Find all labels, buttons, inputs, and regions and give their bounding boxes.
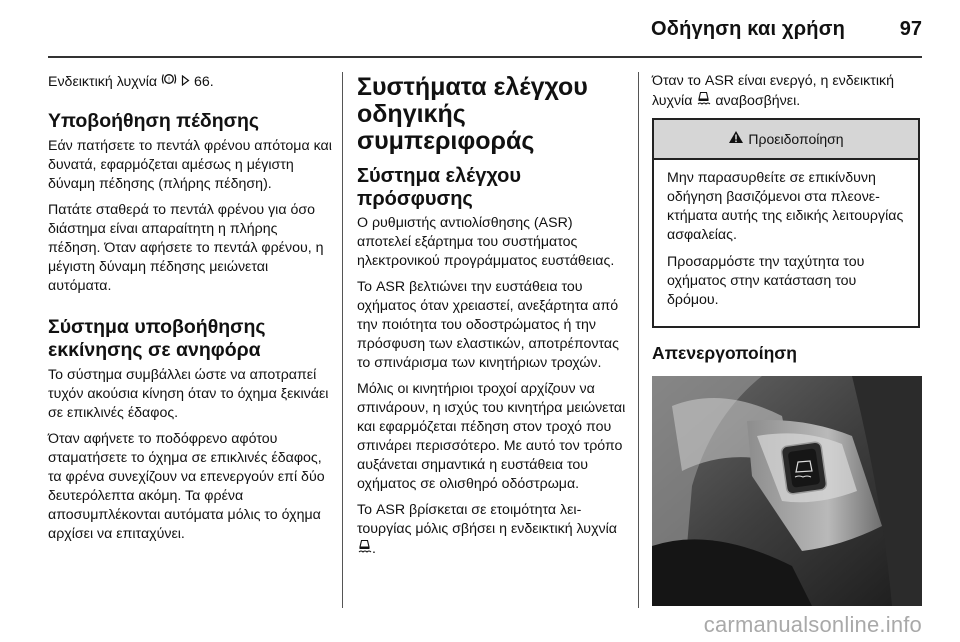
brake-assist-heading: Υποβοήθηση πέδησης bbox=[48, 110, 260, 132]
traction-control-lamp-icon bbox=[696, 91, 711, 110]
warning-title: Προειδοποίηση bbox=[748, 130, 844, 147]
page-number: 97 bbox=[899, 18, 922, 40]
hill-start-heading: Σύστημα υποβοήθησης εκκίνησης σε ανηφόρα bbox=[48, 316, 266, 361]
driving-control-systems-heading: Συστήματα ελέγχου οδηγικής συμπεριφοράς bbox=[357, 73, 588, 155]
column-3 bbox=[652, 72, 920, 606]
traction-paragraph-1: Ο ρυθμιστής αντιολίσθησης (ASR) αποτελεί εξάρτημα του συστήματος ηλεκτρονικού προγράμματος ευστάθειας. bbox=[357, 215, 615, 269]
brake-assist-lamp-icon bbox=[161, 72, 177, 91]
cross-reference-arrow-icon[interactable] bbox=[181, 73, 190, 92]
warning-header bbox=[654, 120, 918, 160]
warning-paragraph-1: Μην παρασυρθείτε σε επικίνδυνη οδήγηση βασιζόμενοι στα πλεονεκτήματα αυτής της ειδικής λειτουργίας ασφαλείας. bbox=[667, 170, 904, 243]
warning-box bbox=[652, 118, 920, 328]
column-1 bbox=[48, 72, 333, 551]
header-title: Οδήγηση και χρήση bbox=[651, 18, 845, 40]
traction-paragraph-4: Το ASR βρίσκεται σε ετοιμότητα λειτουργίας μόλις σβήσει η ενδεικτική λυχνία . bbox=[357, 502, 617, 557]
traction-paragraph-3: Μόλις οι κινητήριοι τροχοί αρχίζουν να σπινάρουν, η ισχύς του κινητήρα μειώνεται και εφαρμόζεται πέδηση στον τροχό που σπινάρει περισσότερο. Με αυτό τον τρόπο αυξάνεται σημαντικά η ευστάθεια του οχήματος σε ολισθηρό οδόστρωμα. bbox=[357, 381, 626, 492]
asr-button-photo bbox=[652, 376, 922, 606]
column-2 bbox=[357, 74, 627, 566]
column-divider bbox=[638, 72, 639, 608]
traction-control-lamp-icon bbox=[357, 539, 372, 558]
svg-text:!: ! bbox=[168, 76, 170, 84]
warning-paragraph-2: Προσαρμόστε την ταχύτητα του οχήματος στην κατάσταση του δρόμου. bbox=[667, 254, 865, 308]
traction-paragraph-2: Το ASR βελτιώνει την ευστάθεια του οχήματος όταν χρειαστεί, ανεξάρτητα από την ποιότητα του οδοστρώματος ή την πρόσφυση των ελαστικών, αποτρέποντας το σπινάρισμα των κινητήριων τροχών. bbox=[357, 279, 619, 371]
asr-active-paragraph: Όταν το ASR είναι ενεργό, η ενδεικτική λυχνία αναβοσβήνει. bbox=[652, 73, 894, 109]
header-rule bbox=[48, 56, 922, 58]
brake-assist-paragraph-2: Πατάτε σταθερά το πεντάλ φρένου για όσο διάστημα είναι απαραίτητη η πλήρης πέδηση. Όταν αφήσετε το πεντάλ φρένου, η μέγιστη δύναμη πέδησης μειώνεται αυτόματα. bbox=[48, 202, 324, 294]
warning-triangle-icon bbox=[728, 130, 744, 149]
hill-start-paragraph-1: Το σύστημα συμβάλλει ώστε να αποτραπεί τυχόν ακούσια κίνηση όταν το όχημα ξεκινάει σε επικλινές έδαφος. bbox=[48, 367, 329, 421]
warning-body bbox=[654, 160, 918, 326]
page-reference[interactable]: 66. bbox=[193, 74, 214, 90]
indicator-reference: Ενδεικτική λυχνία ! 66. bbox=[48, 74, 214, 90]
deactivation-heading: Απενεργοποίηση bbox=[652, 343, 797, 363]
brake-assist-paragraph-1: Εάν πατήσετε το πεντάλ φρένου απότομα και δυνατά, εφαρμόζεται αμέσως η μέγιστη δύναμη πέδησης (πλήρης πέδηση). bbox=[48, 138, 332, 192]
column-divider bbox=[342, 72, 343, 608]
traction-control-heading: Σύστημα ελέγχου πρόσφυσης bbox=[357, 165, 521, 210]
hill-start-paragraph-2: Όταν αφήνετε το ποδόφρενο αφότου σταματήσετε το όχημα σε επικλινές έδαφος, τα φρένα συνεχίζουν να επενεργούν επί δύο δευτερόλεπτα ακόμη. Τα φρένα αποσυμπλέκονται αυτόματα μόλις το όχημα αρχίσει να επιταχύνει. bbox=[48, 431, 325, 542]
watermark: carmanualsonline.info bbox=[703, 612, 922, 637]
